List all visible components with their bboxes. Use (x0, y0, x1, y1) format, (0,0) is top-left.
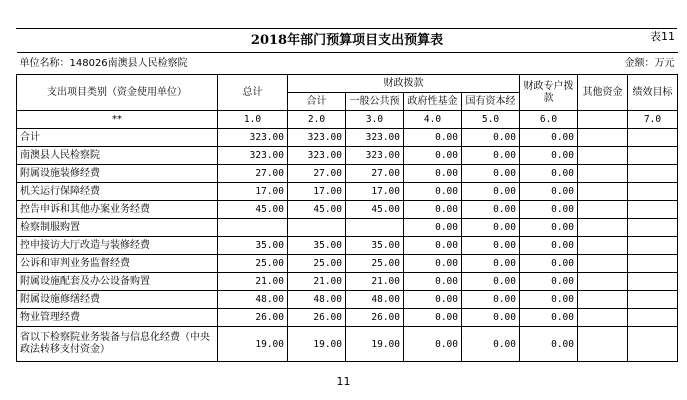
index-cell: ** (17, 111, 218, 129)
budget-sheet (16, 28, 677, 362)
row-label: 检察制服购置 (17, 219, 218, 237)
row-value-other (578, 129, 628, 147)
row-value-perf (628, 201, 678, 219)
index-cell: 1.0 (218, 111, 288, 129)
row-value-gov: 0.00 (404, 237, 462, 255)
index-cell: 7.0 (628, 111, 678, 129)
row-value-special: 0.00 (520, 327, 578, 362)
row-value-other (578, 147, 628, 165)
row-value-perf (628, 273, 678, 291)
row-value-total: 21.00 (218, 273, 288, 291)
row-value-state: 0.00 (462, 273, 520, 291)
row-value-state: 0.00 (462, 219, 520, 237)
row-value-total: 35.00 (218, 237, 288, 255)
row-value-general: 35.00 (346, 237, 404, 255)
row-value-other (578, 291, 628, 309)
table-row (17, 183, 678, 201)
row-value-other (578, 273, 628, 291)
row-value-state: 0.00 (462, 129, 520, 147)
table-row (17, 237, 678, 255)
row-value-gov: 0.00 (404, 147, 462, 165)
row-value-sum: 35.00 (288, 237, 346, 255)
row-value-perf (628, 129, 678, 147)
table-row (17, 219, 678, 237)
row-value-special: 0.00 (520, 165, 578, 183)
row-value-gov: 0.00 (404, 327, 462, 362)
unit-label: 单位名称：148026南澳县人民检察院 (17, 53, 578, 75)
row-value-state: 0.00 (462, 291, 520, 309)
row-value-special: 0.00 (520, 291, 578, 309)
header-state-capital: 国有资本经 (462, 93, 520, 111)
row-value-state: 0.00 (462, 327, 520, 362)
row-value-sum: 17.00 (288, 183, 346, 201)
row-value-gov: 0.00 (404, 309, 462, 327)
row-value-total (218, 219, 288, 237)
header-gov-fund: 政府性基金 (404, 93, 462, 111)
table-row (17, 291, 678, 309)
row-value-general: 45.00 (346, 201, 404, 219)
header-fiscal: 财政拨款 (288, 75, 520, 93)
header-fiscal-sum: 合计 (288, 93, 346, 111)
row-value-general: 17.00 (346, 183, 404, 201)
row-label: 附属设施装修经费 (17, 165, 218, 183)
row-value-sum: 45.00 (288, 201, 346, 219)
row-label: 控告申诉和其他办案业务经费 (17, 201, 218, 219)
row-value-perf (628, 327, 678, 362)
row-value-sum: 27.00 (288, 165, 346, 183)
row-value-sum: 48.00 (288, 291, 346, 309)
row-value-general: 323.00 (346, 129, 404, 147)
row-value-special: 0.00 (520, 237, 578, 255)
row-value-general: 19.00 (346, 327, 404, 362)
row-value-special: 0.00 (520, 147, 578, 165)
row-value-special: 0.00 (520, 201, 578, 219)
row-value-general: 27.00 (346, 165, 404, 183)
row-value-state: 0.00 (462, 309, 520, 327)
row-value-sum: 21.00 (288, 273, 346, 291)
row-value-other (578, 165, 628, 183)
row-label: 附属设施配套及办公设备购置 (17, 273, 218, 291)
row-value-perf (628, 237, 678, 255)
table-tag: 表11 (650, 30, 675, 43)
row-label: 省以下检察院业务装备与信息化经费（中央政法转移支付资金） (17, 327, 218, 362)
table-row (17, 147, 678, 165)
row-value-state: 0.00 (462, 165, 520, 183)
row-value-gov: 0.00 (404, 165, 462, 183)
row-label: 机关运行保障经费 (17, 183, 218, 201)
row-value-total: 17.00 (218, 183, 288, 201)
row-value-perf (628, 291, 678, 309)
row-value-sum: 25.00 (288, 255, 346, 273)
header-other: 其他资金 (578, 75, 628, 111)
row-value-total: 323.00 (218, 147, 288, 165)
index-row (17, 111, 678, 129)
row-value-other (578, 201, 628, 219)
row-value-sum: 323.00 (288, 129, 346, 147)
row-value-other (578, 309, 628, 327)
header-total: 总计 (218, 75, 288, 111)
row-value-sum (288, 219, 346, 237)
row-value-state: 0.00 (462, 183, 520, 201)
table-row (17, 309, 678, 327)
row-value-general (346, 219, 404, 237)
row-value-gov: 0.00 (404, 291, 462, 309)
row-value-special: 0.00 (520, 273, 578, 291)
row-value-total: 26.00 (218, 309, 288, 327)
row-value-special: 0.00 (520, 255, 578, 273)
row-value-special: 0.00 (520, 183, 578, 201)
row-value-sum: 19.00 (288, 327, 346, 362)
table-row (17, 165, 678, 183)
row-value-general: 25.00 (346, 255, 404, 273)
row-value-other (578, 255, 628, 273)
row-value-perf (628, 219, 678, 237)
row-value-other (578, 237, 628, 255)
row-value-special: 0.00 (520, 219, 578, 237)
row-value-other (578, 183, 628, 201)
row-value-state: 0.00 (462, 147, 520, 165)
row-value-general: 323.00 (346, 147, 404, 165)
row-value-total: 48.00 (218, 291, 288, 309)
table-row (17, 129, 678, 147)
header-perf: 绩效目标 (628, 75, 678, 111)
row-value-perf (628, 147, 678, 165)
index-cell: 6.0 (520, 111, 578, 129)
row-value-other (578, 327, 628, 362)
header-special: 财政专户拨款 (520, 75, 578, 111)
row-label: 公诉和审判业务监督经费 (17, 255, 218, 273)
row-value-gov: 0.00 (404, 129, 462, 147)
row-value-gov: 0.00 (404, 273, 462, 291)
row-value-total: 45.00 (218, 201, 288, 219)
row-value-gov: 0.00 (404, 201, 462, 219)
index-cell (578, 111, 628, 129)
header-category: 支出项目类别（资金使用单位） (17, 75, 218, 111)
row-value-sum: 323.00 (288, 147, 346, 165)
header-general: 一般公共预 (346, 93, 404, 111)
row-value-state: 0.00 (462, 237, 520, 255)
row-value-sum: 26.00 (288, 309, 346, 327)
row-value-perf (628, 255, 678, 273)
table-row (17, 255, 678, 273)
row-value-state: 0.00 (462, 201, 520, 219)
page-number: 11 (336, 375, 351, 388)
row-value-perf (628, 165, 678, 183)
row-value-gov: 0.00 (404, 255, 462, 273)
index-cell: 5.0 (462, 111, 520, 129)
row-label: 附属设施修缮经费 (17, 291, 218, 309)
row-label: 南澳县人民检察院 (17, 147, 218, 165)
row-value-special: 0.00 (520, 309, 578, 327)
row-value-gov: 0.00 (404, 219, 462, 237)
row-label: 控申接访大厅改造与装修经费 (17, 237, 218, 255)
row-label: 物业管理经费 (17, 309, 218, 327)
row-label: 合计 (17, 129, 218, 147)
row-value-other (578, 219, 628, 237)
budget-table (16, 28, 678, 362)
index-cell: 3.0 (346, 111, 404, 129)
amount-unit: 金额：万元 (578, 53, 678, 75)
table-row (17, 201, 678, 219)
row-value-total: 19.00 (218, 327, 288, 362)
row-value-gov: 0.00 (404, 183, 462, 201)
table-row (17, 327, 678, 362)
row-value-perf (628, 183, 678, 201)
table-row (17, 273, 678, 291)
row-value-total: 27.00 (218, 165, 288, 183)
row-value-general: 21.00 (346, 273, 404, 291)
index-cell: 2.0 (288, 111, 346, 129)
row-value-state: 0.00 (462, 255, 520, 273)
table-title: 2018年部门预算项目支出预算表 (17, 28, 678, 53)
row-value-total: 323.00 (218, 129, 288, 147)
row-value-special: 0.00 (520, 129, 578, 147)
row-value-total: 25.00 (218, 255, 288, 273)
row-value-perf (628, 309, 678, 327)
index-cell: 4.0 (404, 111, 462, 129)
row-value-general: 48.00 (346, 291, 404, 309)
row-value-general: 26.00 (346, 309, 404, 327)
